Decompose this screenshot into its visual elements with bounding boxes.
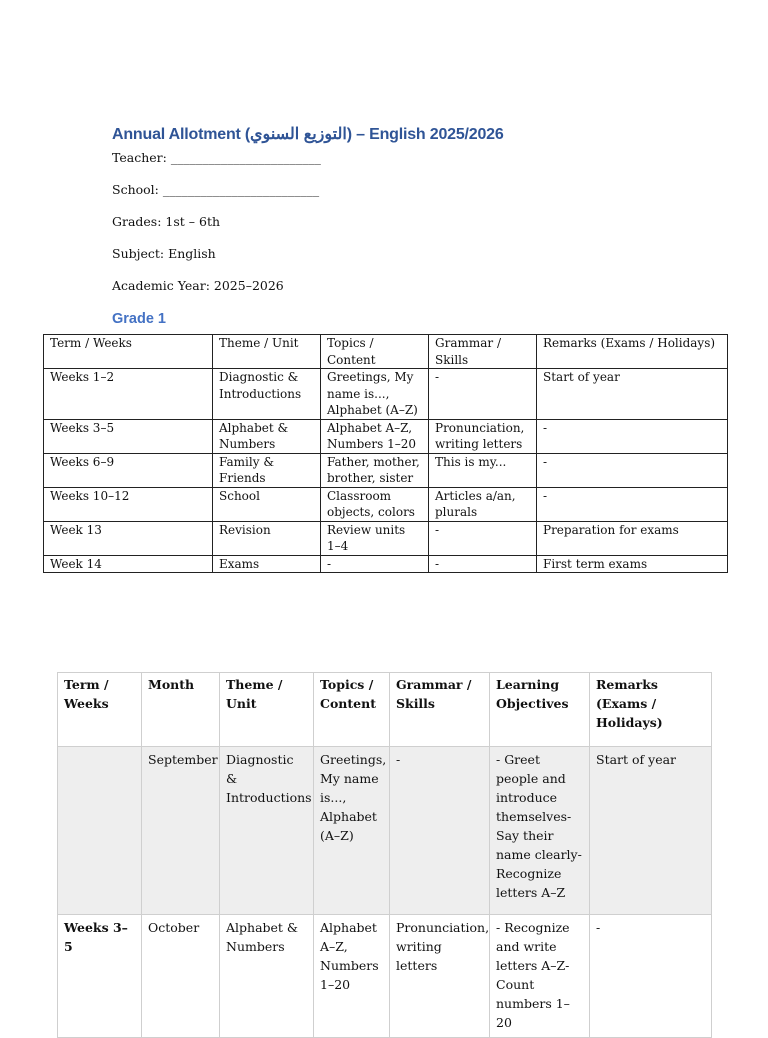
header-cell: Remarks (Exams / Holidays)	[590, 673, 712, 747]
table-cell: Articles a/an, plurals	[429, 487, 537, 521]
table-cell: Alphabet A–Z, Numbers 1–20	[314, 915, 390, 1038]
grade-heading: Grade 1	[112, 311, 166, 327]
table-cell: Alphabet & Numbers	[213, 419, 321, 453]
table-cell: -	[537, 419, 728, 453]
grades-field: Grades: 1st – 6th	[112, 214, 221, 229]
table-cell: Classroom objects, colors	[321, 487, 429, 521]
table-cell: Weeks 3–5	[44, 419, 213, 453]
table-cell: -	[429, 521, 537, 555]
header-cell: Month	[142, 673, 220, 747]
table-cell: Diagnostic & Introductions	[220, 747, 314, 915]
header-cell: Term / Weeks	[44, 335, 213, 369]
table-cell: -	[537, 453, 728, 487]
table-cell: Revision	[213, 521, 321, 555]
table-cell: -	[590, 915, 712, 1038]
table-cell: - Greet people and introduce themselves- Say their name clearly- Recognize letters A–Z	[490, 747, 590, 915]
table-cell: School	[213, 487, 321, 521]
table-row	[58, 747, 712, 915]
header-cell: Term / Weeks	[58, 673, 142, 747]
table-cell: Weeks 1–2	[44, 369, 213, 420]
table-cell: Greetings, My name is..., Alphabet (A–Z)	[314, 747, 390, 915]
table-cell: Exams	[213, 555, 321, 573]
school-field: School: _________________________	[112, 182, 320, 197]
table-cell: Pronunciation, writing letters	[429, 419, 537, 453]
table-cell: Review units 1–4	[321, 521, 429, 555]
table-cell: Week 14	[44, 555, 213, 573]
table-cell: Father, mother, brother, sister	[321, 453, 429, 487]
academic-year-field: Academic Year: 2025–2026	[112, 278, 284, 293]
table-cell: Preparation for exams	[537, 521, 728, 555]
document-title: Annual Allotment (التوزيع السنوي) – English 2025/2026	[112, 126, 504, 143]
table-cell: Week 13	[44, 521, 213, 555]
table-cell: October	[142, 915, 220, 1038]
table-cell: -	[390, 747, 490, 915]
table-cell: September	[142, 747, 220, 915]
table-cell: Alphabet & Numbers	[220, 915, 314, 1038]
grade1-detailed-table	[57, 672, 712, 1038]
table-cell: -	[429, 555, 537, 573]
header-cell: Learning Objectives	[490, 673, 590, 747]
table-cell: Pronunciation, writing letters	[390, 915, 490, 1038]
table-cell: -	[429, 369, 537, 420]
table-cell: This is my...	[429, 453, 537, 487]
table-cell: -	[321, 555, 429, 573]
table-cell: Alphabet A–Z, Numbers 1–20	[321, 419, 429, 453]
table-cell: First term exams	[537, 555, 728, 573]
header-cell: Grammar / Skills	[390, 673, 490, 747]
table-cell: Weeks 10–12	[44, 487, 213, 521]
table-cell: Weeks 6–9	[44, 453, 213, 487]
table-cell: -	[537, 487, 728, 521]
table-cell: Greetings, My name is..., Alphabet (A–Z)	[321, 369, 429, 420]
subject-field: Subject: English	[112, 246, 216, 261]
table-header-row	[58, 673, 712, 747]
header-cell: Remarks (Exams / Holidays)	[537, 335, 728, 369]
header-cell: Theme / Unit	[213, 335, 321, 369]
table-cell: Weeks 3–5	[58, 915, 142, 1038]
header-cell: Topics / Content	[314, 673, 390, 747]
header-cell: Topics / Content	[321, 335, 429, 369]
table-cell: - Recognize and write letters A–Z- Count numbers 1–20	[490, 915, 590, 1038]
table-row	[58, 915, 712, 1038]
table-cell: Family & Friends	[213, 453, 321, 487]
table-cell: Start of year	[537, 369, 728, 420]
table-cell: Start of year	[590, 747, 712, 915]
header-cell: Theme / Unit	[220, 673, 314, 747]
table-cell: Diagnostic & Introductions	[213, 369, 321, 420]
table-cell	[58, 747, 142, 915]
teacher-field: Teacher: ________________________	[112, 150, 321, 165]
header-cell: Grammar / Skills	[429, 335, 537, 369]
